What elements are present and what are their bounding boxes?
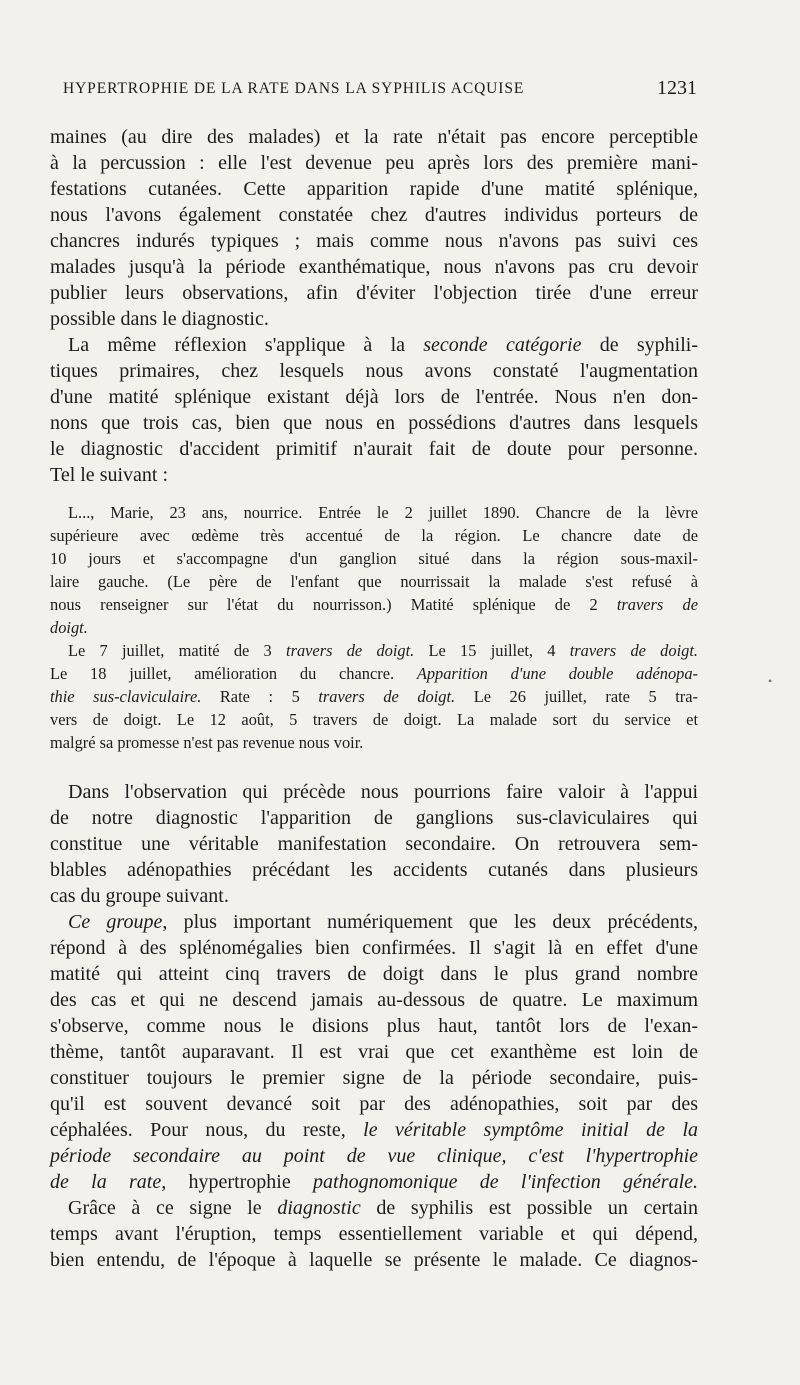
text-block-1 <box>50 124 698 488</box>
text-line: céphalées. Pour nous, du reste, le véritable symptôme initial de la <box>50 1119 699 1141</box>
text-block-3 <box>50 779 698 1273</box>
text-line: malgré sa promesse n'est pas revenue nous voir. <box>50 733 364 752</box>
text-line: publier leurs observations, afin d'éviter l'objection tirée d'une erreur <box>50 282 698 304</box>
text-line: L..., Marie, 23 ans, nourrice. Entrée le 2 juillet 1890. Chancre de la lèvre <box>68 503 698 522</box>
text-line: constitue une véritable manifestation secondaire. On retrouvera sem- <box>50 833 698 855</box>
text-line: nous renseigner sur l'état du nourrisson.) Matité splénique de 2 travers de <box>50 595 698 614</box>
page-number: 1231 <box>657 77 697 99</box>
margin-speck: • <box>768 674 773 688</box>
running-title: HYPERTROPHIE DE LA RATE DANS LA SYPHILIS ACQUISE <box>63 80 525 97</box>
text-line: nous l'avons également constatée chez d'autres individus porteurs de <box>50 204 698 226</box>
text-line: période secondaire au point de vue clinique, c'est l'hypertrophie <box>50 1145 698 1167</box>
text-line: thie sus-claviculaire. Rate : 5 travers de doigt. Le 26 juillet, rate 5 tra- <box>50 687 698 706</box>
text-line: temps avant l'éruption, temps essentiellement variable et qui dépend, <box>50 1223 698 1245</box>
text-line: Grâce à ce signe le diagnostic de syphilis est possible un certain <box>68 1197 698 1219</box>
text-line: cas du groupe suivant. <box>50 885 229 907</box>
running-header <box>63 77 697 110</box>
text-line: tiques primaires, chez lesquels nous avons constaté l'augmentation <box>50 360 698 382</box>
text-line: matité qui atteint cinq travers de doigt dans le plus grand nombre <box>50 963 698 985</box>
text-line: Tel le suivant : <box>50 464 169 486</box>
text-line: blables adénopathies précédant les accidents cutanés dans plusieurs <box>50 859 698 881</box>
text-line: à la percussion : elle l'est devenue peu après lors des première mani- <box>50 152 698 174</box>
text-line: Dans l'observation qui précède nous pourrions faire valoir à l'appui <box>68 781 698 803</box>
text-line: nons que trois cas, bien que nous en possédions d'autres dans lesquels <box>50 412 698 434</box>
text-line: qu'il est souvent devancé soit par des adénopathies, soit par des <box>50 1093 698 1115</box>
text-line: thème, tantôt auparavant. Il est vrai que cet exanthème est loin de <box>50 1041 698 1063</box>
text-line: bien entendu, de l'époque à laquelle se présente le malade. Ce diagnos- <box>50 1249 698 1271</box>
text-line: vers de doigt. Le 12 août, 5 travers de doigt. La malade sort du service et <box>50 710 698 729</box>
text-line: 10 jours et s'accompagne d'un ganglion situé dans la région sous-maxil- <box>50 549 698 568</box>
text-line: doigt. <box>50 618 88 637</box>
observation-block <box>50 501 698 754</box>
text-line: d'une matité splénique existant déjà lors de l'entrée. Nous n'en don- <box>50 386 698 408</box>
text-line: constituer toujours le premier signe de la période secondaire, puis- <box>50 1067 698 1089</box>
text-line: Le 7 juillet, matité de 3 travers de doigt. Le 15 juillet, 4 travers de doigt. <box>68 641 698 660</box>
text-line: des cas et qui ne descend jamais au-dessous de quatre. Le maximum <box>50 989 698 1011</box>
text-line: possible dans le diagnostic. <box>50 308 269 330</box>
text-line: maines (au dire des malades) et la rate n'était pas encore perceptible <box>50 126 698 148</box>
text-line: festations cutanées. Cette apparition rapide d'une matité splénique, <box>50 178 698 200</box>
text-line: s'observe, comme nous le disions plus haut, tantôt lors de l'exan- <box>50 1015 698 1037</box>
text-line: le diagnostic d'accident primitif n'aurait fait de doute pour personne. <box>50 438 698 460</box>
text-line: laire gauche. (Le père de l'enfant que nourrissait la malade s'est refusé à <box>50 572 698 591</box>
text-line: répond à des splénomégalies bien confirmées. Il s'agit là en effet d'une <box>50 937 698 959</box>
text-line: de la rate, hypertrophie pathognomonique de l'infection générale. <box>50 1171 699 1193</box>
text-line: supérieure avec œdème très accentué de la région. Le chancre date de <box>50 526 698 545</box>
text-line: malades jusqu'à la période exanthématique, nous n'avons pas cru devoir <box>50 256 698 278</box>
text-line: La même réflexion s'applique à la seconde catégorie de syphili- <box>68 334 698 356</box>
text-line: de notre diagnostic l'apparition de ganglions sus-claviculaires qui <box>50 807 698 829</box>
text-line: Le 18 juillet, amélioration du chancre. Apparition d'une double adénopa- <box>50 664 699 683</box>
text-line: chancres indurés typiques ; mais comme nous n'avons pas suivi ces <box>50 230 698 252</box>
text-line: Ce groupe, plus important numériquement que les deux précédents, <box>68 911 698 933</box>
